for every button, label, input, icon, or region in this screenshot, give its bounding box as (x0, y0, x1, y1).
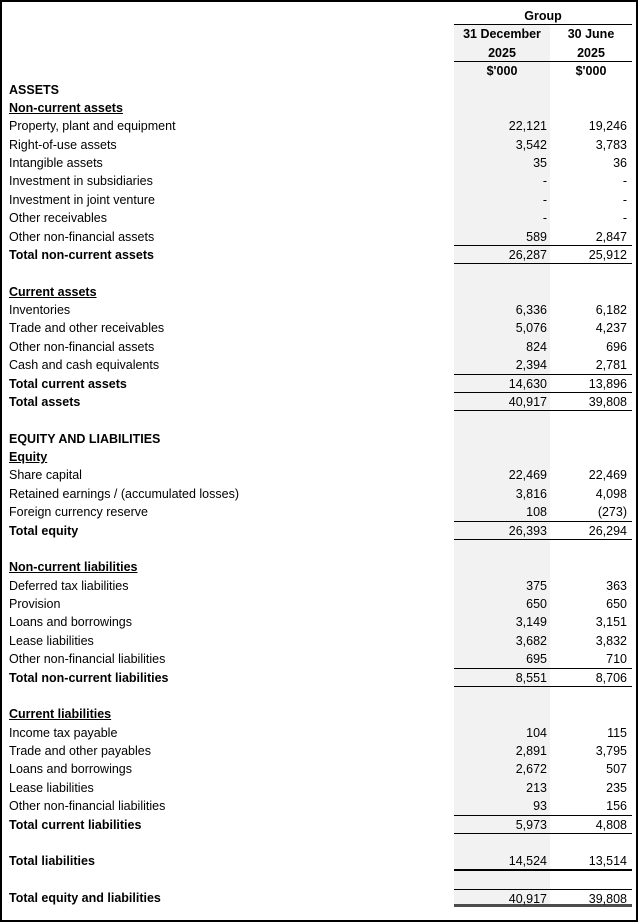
table-row (2, 117, 636, 135)
value-col1: 108 (454, 503, 550, 520)
value-col2 (550, 430, 632, 448)
value-cells (454, 191, 632, 209)
value-col1 (454, 687, 550, 705)
row-label (2, 264, 454, 282)
value-cells (454, 595, 632, 613)
value-col1: - (454, 209, 550, 227)
value-col1: 824 (454, 338, 550, 356)
table-row (2, 411, 636, 429)
value-cells (454, 209, 632, 227)
value-col1: 40,917 (454, 393, 550, 410)
row-label: ASSETS (9, 82, 60, 97)
row-label: Other non-financial liabilities (9, 652, 166, 667)
row-label: Current liabilities (9, 707, 112, 722)
row-label: Equity (9, 450, 48, 464)
table-row (2, 816, 636, 834)
value-cells (454, 246, 632, 264)
value-col1 (454, 411, 550, 429)
table-row (2, 319, 636, 337)
value-col1: 5,973 (454, 816, 550, 833)
table-row (2, 540, 636, 558)
header-spacer (2, 44, 454, 62)
row-label: Loans and borrowings (9, 762, 132, 777)
table-row (2, 154, 636, 172)
row-label: Non-current assets (9, 100, 123, 115)
value-col1: 3,149 (454, 613, 550, 631)
value-col1: 5,076 (454, 319, 550, 337)
table-row (2, 522, 636, 540)
value-col2: 26,294 (588, 523, 627, 538)
period-cells (454, 25, 632, 43)
value-col2: 4,808 (595, 817, 627, 832)
row-label: Total liabilities (9, 854, 95, 869)
value-col1: 3,542 (454, 136, 550, 154)
row-label: Total equity (9, 523, 79, 538)
value-cells (454, 724, 632, 742)
table-row (2, 81, 636, 99)
value-cells (454, 228, 632, 246)
year-cells (454, 44, 632, 62)
value-cells (454, 154, 632, 172)
table-row (2, 871, 636, 889)
value-col1: 40,917 (454, 890, 550, 904)
value-col1 (454, 430, 550, 448)
table-row (2, 797, 636, 815)
value-cells (454, 816, 632, 834)
value-col1 (454, 99, 550, 117)
value-col2: - (622, 211, 627, 226)
value-cells (454, 393, 632, 411)
row-label: Income tax payable (9, 725, 118, 740)
value-cells (454, 81, 632, 99)
row-label: Trade and other receivables (9, 321, 165, 336)
row-label: Retained earnings / (accumulated losses) (9, 486, 239, 501)
value-col2: 650 (606, 597, 627, 611)
value-col2: 25,912 (588, 247, 627, 262)
value-col1: - (454, 172, 550, 190)
value-col2: 3,151 (595, 615, 627, 630)
table-row (2, 852, 636, 870)
value-col1: 589 (454, 228, 550, 245)
value-cells (454, 411, 632, 429)
row-label: Total non-current liabilities (9, 670, 169, 685)
header-spacer (2, 7, 454, 25)
value-col1: 22,121 (454, 117, 550, 135)
row-label: Current assets (9, 284, 97, 299)
row-label: Intangible assets (9, 156, 103, 170)
value-col1 (454, 558, 550, 576)
table-header-unit-row (2, 62, 636, 80)
value-cells (454, 889, 632, 907)
unit-col1: $'000 (454, 62, 550, 80)
value-col2: 39,808 (588, 892, 627, 906)
value-cells (454, 448, 632, 466)
row-label (2, 540, 454, 558)
value-col2: 36 (613, 156, 627, 170)
table-row (2, 779, 636, 797)
value-col2: 156 (606, 799, 627, 814)
value-cells (454, 301, 632, 319)
table-row (2, 595, 636, 613)
value-col2: 2,781 (595, 358, 627, 373)
table-row (2, 760, 636, 778)
row-label: Lease liabilities (9, 633, 94, 648)
table-row (2, 834, 636, 852)
row-label: Lease liabilities (9, 780, 94, 795)
value-col2 (550, 558, 632, 576)
unit-col2: $'000 (575, 64, 607, 79)
table-row (2, 209, 636, 227)
year-col2: 2025 (577, 45, 605, 60)
value-col1 (454, 283, 550, 301)
table-row (2, 393, 636, 411)
row-label (2, 871, 454, 889)
value-cells (454, 522, 632, 540)
table-row (2, 264, 636, 282)
table-row (2, 246, 636, 264)
value-col1: 2,672 (454, 760, 550, 778)
table-row (2, 485, 636, 503)
table-row (2, 283, 636, 301)
value-col1: 104 (454, 724, 550, 742)
row-label: Total assets (9, 394, 81, 409)
value-cells (454, 687, 632, 705)
value-col1: 6,336 (454, 301, 550, 319)
table-row (2, 99, 636, 117)
header-spacer (2, 62, 454, 80)
value-col2: 19,246 (588, 119, 627, 134)
value-cells (454, 558, 632, 576)
value-col1: 35 (454, 154, 550, 172)
value-cells (454, 136, 632, 154)
value-col2 (550, 283, 632, 301)
value-col2: 6,182 (595, 303, 627, 317)
value-col2: 39,808 (588, 394, 627, 409)
value-col1 (454, 448, 550, 466)
value-col2: 4,237 (595, 321, 627, 336)
table-row (2, 191, 636, 209)
value-col1: 2,891 (454, 742, 550, 760)
value-col1: 22,469 (454, 466, 550, 484)
value-col2: (273) (597, 505, 627, 520)
row-label: Investment in subsidiaries (9, 174, 153, 189)
value-cells (454, 99, 632, 117)
value-cells (454, 852, 632, 870)
value-col2: - (622, 192, 627, 207)
value-col1 (454, 834, 550, 852)
row-label (2, 687, 454, 705)
table-row (2, 172, 636, 190)
statement-rows (2, 81, 636, 908)
value-col1 (454, 705, 550, 723)
table-row (2, 228, 636, 246)
value-cells (454, 503, 632, 521)
value-cells (454, 430, 632, 448)
value-col1 (454, 540, 550, 558)
value-col2 (550, 81, 632, 99)
value-cells (454, 834, 632, 852)
row-label: EQUITY AND LIABILITIES (9, 431, 161, 446)
row-label: Total non-current assets (9, 247, 154, 262)
value-col2: 8,706 (595, 670, 627, 685)
table-row (2, 742, 636, 760)
value-cells (454, 577, 632, 595)
row-label: Provision (9, 597, 61, 611)
value-col2 (550, 411, 632, 429)
value-col2: 2,847 (595, 229, 627, 244)
value-col1: - (454, 191, 550, 209)
value-cells (454, 760, 632, 778)
value-cells (454, 705, 632, 723)
value-col1: 375 (454, 577, 550, 595)
value-cells (454, 650, 632, 668)
value-col2: 4,098 (595, 486, 627, 501)
row-label: Property, plant and equipment (9, 119, 176, 134)
value-col2: 696 (606, 339, 627, 354)
row-label: Deferred tax liabilities (9, 578, 129, 593)
value-col1: 93 (454, 797, 550, 814)
value-col1: 26,393 (454, 522, 550, 539)
row-label: Right-of-use assets (9, 137, 117, 152)
value-col1: 8,551 (454, 669, 550, 686)
value-cells (454, 540, 632, 558)
table-row (2, 448, 636, 466)
table-row (2, 558, 636, 576)
value-cells (454, 779, 632, 797)
value-col1: 14,524 (454, 852, 550, 868)
value-col2: 710 (606, 652, 627, 667)
row-label: Total equity and liabilities (9, 891, 161, 905)
value-cells (454, 485, 632, 503)
table-row (2, 356, 636, 374)
value-col1: 2,394 (454, 356, 550, 373)
table-row (2, 503, 636, 521)
table-row (2, 301, 636, 319)
row-label: Loans and borrowings (9, 615, 132, 630)
value-cells (454, 338, 632, 356)
value-col2 (550, 540, 632, 558)
row-label: Other non-financial assets (9, 339, 155, 354)
row-label: Non-current liabilities (9, 560, 138, 575)
value-col2: 3,795 (595, 744, 627, 758)
row-label: Other non-financial assets (9, 229, 155, 244)
value-col2: 115 (607, 725, 627, 740)
value-col2: 507 (606, 762, 627, 777)
value-cells (454, 613, 632, 631)
row-label (2, 834, 454, 852)
value-col2 (550, 99, 632, 117)
row-label: Inventories (9, 303, 71, 317)
value-cells (454, 669, 632, 687)
table-row (2, 889, 636, 907)
row-label: Share capital (9, 468, 82, 483)
value-col1: 14,630 (454, 375, 550, 392)
table-row (2, 705, 636, 723)
value-col1 (454, 81, 550, 99)
row-label: Total current liabilities (9, 817, 142, 832)
value-col2: - (622, 174, 627, 189)
value-col2 (550, 448, 632, 466)
value-cells (454, 117, 632, 135)
value-col2 (550, 705, 632, 723)
table-row (2, 466, 636, 484)
value-col2: 3,783 (595, 137, 627, 152)
value-cells (454, 264, 632, 282)
table-row (2, 632, 636, 650)
unit-cells (454, 62, 632, 80)
value-cells (454, 319, 632, 337)
row-label (2, 411, 454, 429)
value-col2: 13,514 (588, 854, 627, 869)
row-label: Cash and cash equivalents (9, 358, 160, 373)
table-row (2, 724, 636, 742)
value-cells (454, 172, 632, 190)
value-cells (454, 632, 632, 650)
value-col2 (550, 264, 632, 282)
value-col1: 3,682 (454, 632, 550, 650)
table-row (2, 650, 636, 668)
table-header-group-row (2, 7, 636, 25)
row-label: Investment in joint venture (9, 192, 155, 207)
value-col1 (454, 871, 550, 889)
table-row (2, 338, 636, 356)
table-row (2, 669, 636, 687)
value-col2 (550, 834, 632, 852)
value-col1: 3,816 (454, 485, 550, 503)
value-col2 (550, 871, 632, 889)
table-header-year-row (2, 44, 636, 62)
table-row (2, 430, 636, 448)
value-col1: 213 (454, 779, 550, 797)
row-label: Total current assets (9, 376, 127, 391)
value-col2 (550, 687, 632, 705)
value-cells (454, 356, 632, 374)
table-header-period-row (2, 25, 636, 43)
value-cells (454, 871, 632, 889)
row-label: Trade and other payables (9, 744, 151, 758)
value-col1: 26,287 (454, 246, 550, 263)
value-cells (454, 797, 632, 815)
value-col2: 3,832 (595, 633, 627, 648)
value-cells (454, 742, 632, 760)
value-col2: 235 (606, 780, 627, 795)
value-cells (454, 375, 632, 393)
table-row (2, 613, 636, 631)
value-col2: 363 (606, 578, 627, 593)
row-label: Other non-financial liabilities (9, 799, 166, 814)
table-row (2, 375, 636, 393)
value-col1 (454, 264, 550, 282)
row-label: Foreign currency reserve (9, 505, 148, 520)
period-col2: 30 June (567, 27, 615, 42)
row-label: Other receivables (9, 211, 107, 226)
value-col2: 13,896 (588, 376, 627, 391)
period-col1: 31 December (454, 25, 550, 43)
year-col1: 2025 (454, 44, 550, 61)
header-spacer (2, 25, 454, 43)
value-cells (454, 466, 632, 484)
group-header-label: Group (524, 9, 562, 23)
table-row (2, 136, 636, 154)
value-col1: 695 (454, 650, 550, 667)
group-header-cell (454, 7, 632, 25)
table-row (2, 687, 636, 705)
table-row (2, 577, 636, 595)
value-col1: 650 (454, 595, 550, 613)
value-col2: 22,469 (588, 468, 627, 483)
value-cells (454, 283, 632, 301)
